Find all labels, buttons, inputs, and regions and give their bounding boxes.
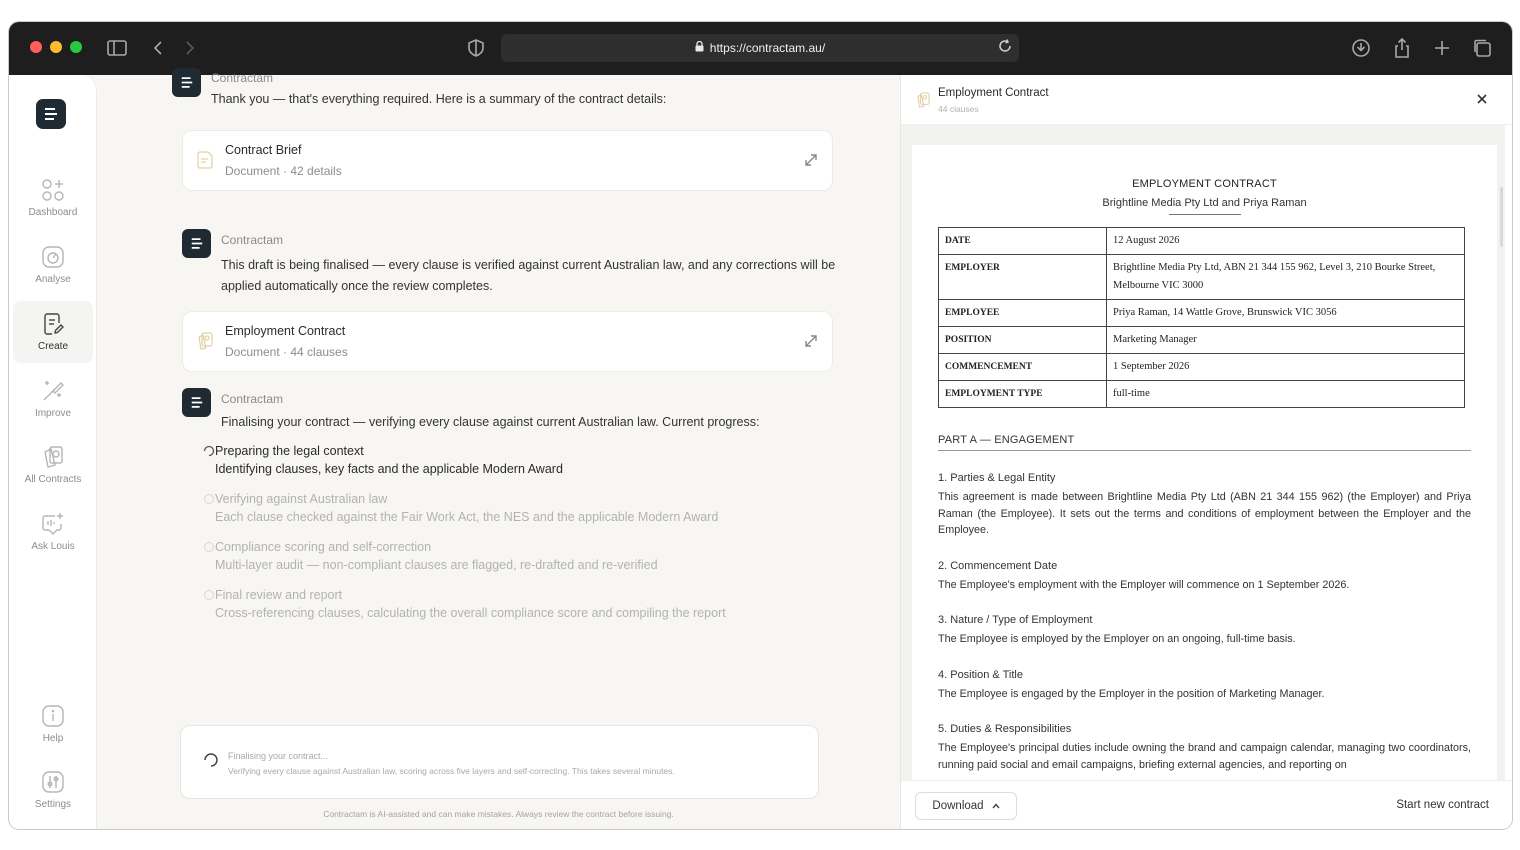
contract-icon bbox=[197, 332, 213, 355]
table-value: Marketing Manager bbox=[1107, 327, 1465, 354]
bot-avatar bbox=[182, 388, 211, 417]
sidebar-item-create[interactable] bbox=[13, 301, 93, 363]
pending-dot-icon bbox=[204, 542, 214, 552]
download-button[interactable] bbox=[915, 792, 1017, 820]
minimize-window-button[interactable] bbox=[50, 41, 62, 53]
download-button-label: Download bbox=[932, 800, 984, 812]
composer-status: Finalising your contract... bbox=[228, 751, 329, 761]
table-key: COMMENCEMENT bbox=[939, 354, 1107, 381]
table-value: Priya Raman, 14 Wattle Grove, Brunswick VIC 3056 bbox=[1107, 300, 1465, 327]
table-row bbox=[939, 300, 1465, 327]
progress-step bbox=[215, 490, 718, 526]
loading-spinner-icon bbox=[203, 752, 219, 773]
expand-icon[interactable] bbox=[804, 334, 818, 353]
edit-document-icon bbox=[41, 312, 65, 336]
document-preview-panel bbox=[900, 75, 1512, 829]
heading-divider bbox=[1169, 214, 1241, 215]
sidebar-item-all-contracts[interactable] bbox=[13, 434, 93, 496]
document-card-subtitle: Document · 44 clauses bbox=[225, 345, 348, 359]
clause-body: The Employee is employed by the Employer on an ongoing, full-time basis. bbox=[938, 633, 1296, 645]
clause-body: The Employee's employment with the Employer will commence on 1 September 2026. bbox=[938, 578, 1350, 591]
clause-title: 2. Commencement Date bbox=[938, 559, 1058, 572]
maximize-window-button[interactable] bbox=[70, 41, 82, 53]
document-parties: Brightline Media Pty Ltd and Priya Raman bbox=[1102, 197, 1307, 209]
table-row bbox=[939, 228, 1465, 255]
table-row bbox=[939, 354, 1465, 381]
sidebar-item-improve[interactable] bbox=[13, 368, 93, 430]
chevron-up-icon bbox=[992, 803, 1000, 809]
clause-title: 4. Position & Title bbox=[938, 668, 1023, 681]
chat-composer[interactable] bbox=[180, 725, 819, 799]
progress-step bbox=[215, 586, 726, 622]
clause-title: 1. Parties & Legal Entity bbox=[938, 472, 1056, 484]
clause-body: The Employee is engaged by the Employer in the position of Marketing Manager. bbox=[938, 687, 1325, 700]
share-icon[interactable] bbox=[1390, 36, 1414, 60]
back-icon[interactable] bbox=[146, 36, 170, 60]
table-key: EMPLOYER bbox=[939, 255, 1107, 300]
sidebar-item-dashboard[interactable] bbox=[13, 167, 93, 229]
sidebar-item-label: Ask Louis bbox=[31, 541, 75, 552]
table-key: EMPLOYEE bbox=[939, 300, 1107, 327]
pending-dot-icon bbox=[204, 494, 214, 504]
sidebar-item-label: Help bbox=[42, 733, 64, 744]
browser-toolbar bbox=[9, 22, 1512, 75]
app-sidebar bbox=[9, 75, 97, 829]
chat-sparkle-icon bbox=[41, 512, 65, 536]
clause-title: 3. Nature / Type of Employment bbox=[938, 614, 1093, 626]
part-heading: PART A — ENGAGEMENT bbox=[938, 434, 1471, 451]
panel-subtitle: 44 clauses bbox=[938, 104, 979, 114]
step-title: Final review and report bbox=[215, 588, 343, 602]
url-text: https://contractam.au/ bbox=[709, 41, 826, 55]
close-window-button[interactable] bbox=[30, 41, 42, 53]
bot-message: Thank you — that's everything required. Here is a summary of the contract details: bbox=[211, 92, 667, 106]
step-title: Verifying against Australian law bbox=[215, 492, 388, 506]
loading-spinner-icon bbox=[203, 444, 215, 462]
close-icon[interactable] bbox=[1476, 92, 1488, 110]
contractam-logo[interactable] bbox=[36, 99, 66, 129]
lock-icon bbox=[695, 41, 704, 55]
bot-name: Contractam bbox=[221, 233, 284, 247]
expand-icon[interactable] bbox=[804, 153, 818, 172]
sidebar-item-analyse[interactable] bbox=[13, 234, 93, 296]
sidebar-item-settings[interactable] bbox=[13, 759, 93, 821]
new-tab-icon[interactable] bbox=[1430, 36, 1454, 60]
magic-wand-icon bbox=[41, 379, 65, 403]
step-description: Identifying clauses, key facts and the applicable Modern Award bbox=[215, 462, 563, 476]
sidebar-item-help[interactable] bbox=[13, 693, 93, 755]
clause-body: The Employee's principal duties include owning the brand and campaign calendar, managing two coordinators, running paid social and email campaigns, briefing external agencies, and reporting on bbox=[938, 742, 1471, 771]
sidebar-toggle-icon[interactable] bbox=[105, 36, 129, 60]
table-row bbox=[939, 327, 1465, 354]
step-description: Multi-layer audit — non-compliant clauses are flagged, re-drafted and re-verified bbox=[215, 558, 658, 572]
panel-title: Employment Contract bbox=[938, 87, 1049, 99]
reload-icon[interactable] bbox=[997, 38, 1013, 57]
step-description: Cross-referencing clauses, calculating the overall compliance score and compiling the report bbox=[215, 606, 726, 620]
bot-message: This draft is being finalised — every clause is verified against current Australian law, and any corrections will be applied automatically once the review completes. bbox=[221, 258, 836, 293]
pending-dot-icon bbox=[204, 590, 214, 600]
gauge-icon bbox=[41, 245, 65, 269]
sidebar-item-label: All Contracts bbox=[24, 474, 82, 485]
sidebar-item-ask-louis[interactable] bbox=[13, 501, 93, 563]
document-card-title: Contract Brief bbox=[225, 143, 302, 157]
ai-disclaimer: Contractam is AI-assisted and can make mistakes. Always review the contract before issuing. bbox=[323, 809, 674, 819]
privacy-shield-icon[interactable] bbox=[464, 36, 488, 60]
step-title: Compliance scoring and self-correction bbox=[215, 540, 432, 554]
document-card-employment-contract[interactable] bbox=[182, 311, 833, 372]
panel-footer bbox=[901, 780, 1512, 829]
table-key: DATE bbox=[939, 228, 1107, 255]
chat-thread bbox=[97, 71, 900, 829]
table-value: Brightline Media Pty Ltd, ABN 21 344 155 962, Level 3, 210 Bourke Street, Melbourne VIC 3000 bbox=[1107, 255, 1465, 300]
bot-name: Contractam bbox=[211, 71, 274, 85]
step-description: Each clause checked against the Fair Work Act, the NES and the applicable Modern Award bbox=[215, 510, 719, 524]
document-card-title: Employment Contract bbox=[225, 324, 346, 338]
start-new-contract-button[interactable]: Start new contract bbox=[1396, 799, 1489, 811]
table-value: 1 September 2026 bbox=[1107, 354, 1465, 381]
sidebar-item-label: Improve bbox=[34, 408, 72, 419]
document-page bbox=[912, 145, 1497, 780]
sidebar-item-label: Create bbox=[37, 341, 68, 352]
document-card-contract-brief[interactable] bbox=[182, 130, 833, 191]
clause-body: This agreement is made between Brightline Media Pty Ltd (ABN 21 344 155 962) (the Employer) and Priya Raman (the Employee). It sets out the terms and conditions of employment between the Employer and the Employee. bbox=[938, 491, 1471, 536]
sidebar-item-label: Dashboard bbox=[28, 207, 78, 218]
browser-window bbox=[9, 22, 1512, 829]
step-title: Preparing the legal context bbox=[215, 444, 364, 458]
sliders-icon bbox=[41, 770, 65, 794]
document-scrollbar[interactable] bbox=[1500, 187, 1503, 247]
progress-step bbox=[215, 442, 563, 478]
info-icon bbox=[41, 704, 65, 728]
sidebar-item-label: Analyse bbox=[35, 274, 71, 285]
contracts-icon bbox=[41, 445, 65, 469]
bot-avatar bbox=[172, 68, 201, 97]
table-row bbox=[939, 381, 1465, 408]
document-viewport[interactable] bbox=[901, 125, 1505, 780]
table-value: full-time bbox=[1107, 381, 1465, 408]
table-key: EMPLOYMENT TYPE bbox=[939, 381, 1107, 408]
document-card-subtitle: Document · 42 details bbox=[225, 164, 342, 178]
bot-message: Finalising your contract — verifying every clause against current Australian law. Current progress: bbox=[221, 415, 760, 429]
document-heading: EMPLOYMENT CONTRACT bbox=[1132, 178, 1277, 190]
table-row bbox=[939, 255, 1465, 300]
bot-avatar bbox=[182, 229, 211, 258]
download-icon[interactable] bbox=[1349, 36, 1373, 60]
composer-detail: Verifying every clause against Australian law, scoring across five layers and self-correcting. This takes several minutes. bbox=[228, 766, 675, 776]
document-icon bbox=[197, 151, 213, 174]
clause-title: 5. Duties & Responsibilities bbox=[938, 723, 1072, 735]
panel-header bbox=[901, 75, 1512, 125]
sidebar-item-label: Settings bbox=[34, 799, 72, 810]
grid-plus-icon bbox=[41, 178, 65, 202]
forward-icon[interactable] bbox=[178, 36, 202, 60]
progress-step bbox=[215, 538, 658, 574]
table-value: 12 August 2026 bbox=[1107, 228, 1465, 255]
tab-overview-icon[interactable] bbox=[1470, 36, 1494, 60]
table-key: POSITION bbox=[939, 327, 1107, 354]
address-bar[interactable] bbox=[501, 34, 1019, 62]
contract-icon bbox=[916, 92, 930, 113]
contract-details-table bbox=[938, 227, 1465, 408]
bot-name: Contractam bbox=[221, 392, 284, 406]
